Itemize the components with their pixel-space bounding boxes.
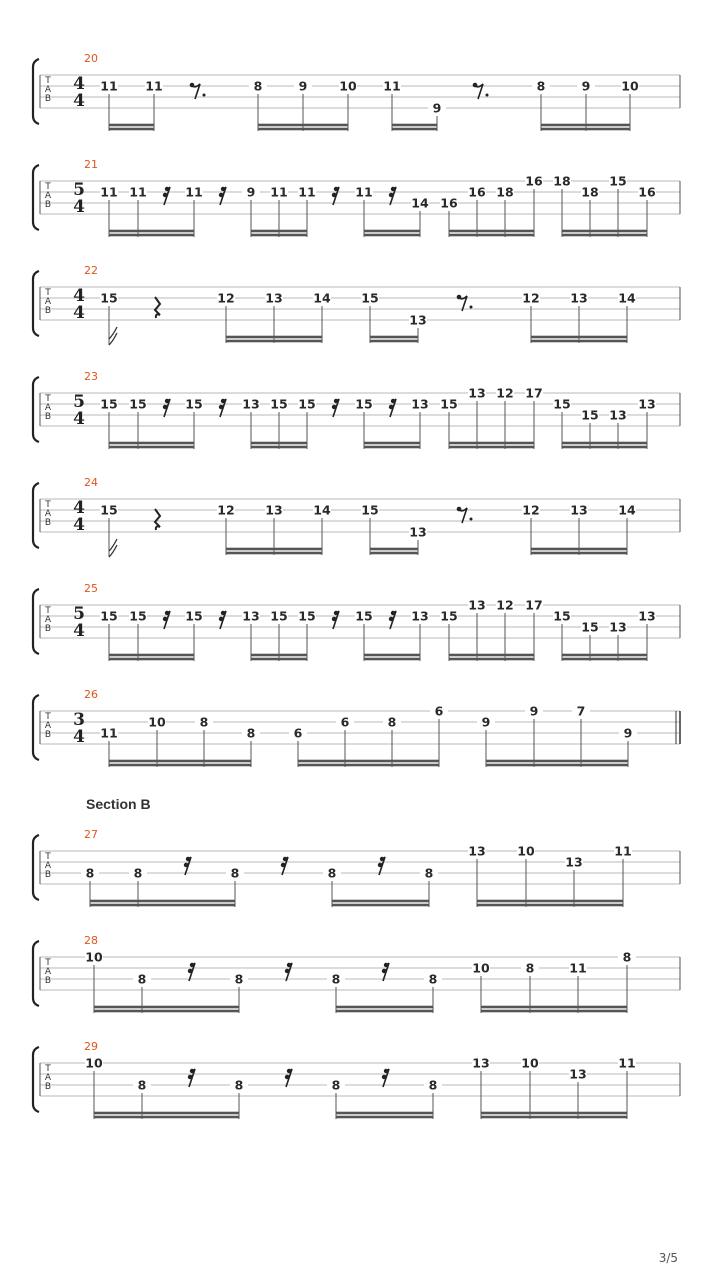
measure-number: 27 — [84, 828, 98, 841]
fret-number: 12 — [496, 597, 514, 613]
beam-secondary — [336, 1116, 433, 1119]
beam-primary — [226, 336, 322, 339]
beam-primary — [481, 1006, 627, 1009]
beam-secondary — [251, 234, 307, 237]
fret-number: 8 — [327, 865, 337, 881]
rest-dot — [473, 83, 478, 88]
beam-secondary — [541, 128, 630, 131]
fret-number: 8 — [536, 78, 546, 94]
tab-clef-letter: A — [44, 967, 52, 977]
fret-number: 15 — [270, 608, 288, 624]
time-signature-top: 5 — [73, 392, 85, 412]
beam-secondary — [364, 658, 420, 661]
beam-secondary — [481, 1116, 627, 1119]
system-bracket — [33, 835, 39, 900]
fret-number: 13 — [411, 396, 429, 412]
fret-number: 8 — [137, 1077, 147, 1093]
fret-number: 15 — [129, 396, 147, 412]
fret-number: 15 — [361, 290, 379, 306]
fret-number: 12 — [217, 290, 235, 306]
fret-number: 9 — [432, 100, 442, 116]
fret-number: 15 — [298, 608, 316, 624]
fret-number: 15 — [609, 173, 627, 189]
tab-clef-letter: T — [45, 606, 51, 616]
fret-number: 6 — [434, 703, 444, 719]
fret-number: 10 — [621, 78, 639, 94]
beam-primary — [364, 654, 420, 657]
beam-secondary — [258, 128, 348, 131]
tab-clef-letter: A — [44, 403, 52, 413]
beam-primary — [541, 124, 630, 127]
fret-number: 6 — [340, 714, 350, 730]
beam-secondary — [531, 340, 627, 343]
measure-number: 25 — [84, 582, 98, 595]
tab-clef-letter: T — [45, 712, 51, 722]
system-bracket — [33, 59, 39, 124]
fret-number: 15 — [185, 608, 203, 624]
measure-number: 21 — [84, 158, 98, 171]
beam-secondary — [109, 446, 194, 449]
system-bracket — [33, 695, 39, 760]
tab-clef-letter: A — [44, 1073, 52, 1083]
time-signature-bottom: 4 — [73, 91, 85, 111]
fret-number: 8 — [133, 865, 143, 881]
time-signature-bottom: 4 — [73, 727, 85, 747]
fret-number: 15 — [440, 608, 458, 624]
tab-clef-letter: A — [44, 509, 52, 519]
time-signature-top: 5 — [73, 180, 85, 200]
fret-number: 13 — [609, 407, 627, 423]
beam-primary — [562, 230, 647, 233]
rest-dot — [190, 83, 195, 88]
fret-number: 16 — [440, 195, 458, 211]
fret-number: 9 — [623, 725, 633, 741]
tab-clef-letter: T — [45, 958, 51, 968]
fret-number: 15 — [355, 608, 373, 624]
measure-number: 22 — [84, 264, 98, 277]
beam-primary — [531, 336, 627, 339]
beam-primary — [486, 760, 628, 763]
tab-system-20 — [33, 52, 680, 131]
fret-number: 13 — [468, 385, 486, 401]
fret-number: 13 — [468, 597, 486, 613]
measure-number: 29 — [84, 1040, 98, 1053]
tab-clef-letter: B — [44, 1082, 52, 1092]
fret-number: 13 — [609, 619, 627, 635]
fret-number: 10 — [339, 78, 357, 94]
fret-number: 10 — [472, 960, 490, 976]
fret-number: 15 — [581, 619, 599, 635]
tab-clef-letter: B — [44, 306, 52, 316]
fret-number: 10 — [85, 949, 103, 965]
beam-secondary — [251, 446, 307, 449]
beam-secondary — [562, 658, 647, 661]
fret-number: 8 — [137, 971, 147, 987]
fret-number: 11 — [569, 960, 587, 976]
fret-number: 8 — [525, 960, 535, 976]
fret-number: 14 — [313, 290, 331, 306]
beam-secondary — [449, 658, 534, 661]
rest-dot — [457, 507, 462, 512]
fret-number: 12 — [522, 502, 540, 518]
quarter-rest — [155, 297, 160, 318]
beam-secondary — [90, 904, 235, 907]
beam-primary — [531, 548, 627, 551]
fret-number: 11 — [129, 184, 147, 200]
fret-number: 13 — [569, 1066, 587, 1082]
time-signature-top: 5 — [73, 604, 85, 624]
beam-primary — [392, 124, 437, 127]
time-signature-bottom: 4 — [73, 515, 85, 535]
fret-number: 11 — [614, 843, 632, 859]
tab-clef-letter: B — [44, 730, 52, 740]
beam-primary — [364, 442, 420, 445]
fret-number: 16 — [525, 173, 543, 189]
tab-clef-letter: T — [45, 288, 51, 298]
measure-number: 24 — [84, 476, 98, 489]
fret-number: 8 — [246, 725, 256, 741]
beam-secondary — [94, 1010, 239, 1013]
tab-clef-letter: A — [44, 615, 52, 625]
fret-number: 14 — [618, 290, 636, 306]
section-label: Section B — [86, 796, 151, 812]
beam-secondary — [251, 658, 307, 661]
time-signature-bottom: 4 — [73, 409, 85, 429]
beam-primary — [251, 654, 307, 657]
beam-secondary — [562, 234, 647, 237]
tab-clef-letter: B — [44, 94, 52, 104]
rest-augment-dot — [470, 306, 473, 309]
beam-secondary — [449, 234, 534, 237]
time-signature-top: 4 — [73, 498, 85, 518]
fret-number: 11 — [145, 78, 163, 94]
beam-primary — [109, 654, 194, 657]
fret-number: 13 — [638, 396, 656, 412]
beam-primary — [298, 760, 439, 763]
fret-number: 11 — [100, 78, 118, 94]
beam-secondary — [477, 904, 623, 907]
beam-secondary — [298, 764, 439, 767]
tab-clef-letter: T — [45, 852, 51, 862]
tab-system-26 — [33, 688, 680, 767]
fret-number: 6 — [293, 725, 303, 741]
beam-secondary — [481, 1010, 627, 1013]
tab-clef-letter: B — [44, 870, 52, 880]
fret-number: 15 — [553, 396, 571, 412]
tab-clef-letter: B — [44, 200, 52, 210]
tab-clef-letter: A — [44, 85, 52, 95]
fret-number: 15 — [100, 396, 118, 412]
fret-number: 15 — [270, 396, 288, 412]
rest-augment-dot — [486, 94, 489, 97]
beam-secondary — [364, 446, 420, 449]
beam-primary — [251, 442, 307, 445]
fret-number: 13 — [409, 524, 427, 540]
fret-number: 15 — [185, 396, 203, 412]
fret-number: 11 — [618, 1055, 636, 1071]
rest-dot — [457, 295, 462, 300]
fret-number: 17 — [525, 385, 543, 401]
fret-number: 13 — [265, 290, 283, 306]
beam-secondary — [109, 658, 194, 661]
fret-number: 16 — [468, 184, 486, 200]
fret-number: 13 — [565, 854, 583, 870]
beam-primary — [226, 548, 322, 551]
fret-number: 8 — [253, 78, 263, 94]
beam-primary — [258, 124, 348, 127]
fret-number: 8 — [424, 865, 434, 881]
tab-clef-letter: A — [44, 297, 52, 307]
fret-number: 8 — [331, 971, 341, 987]
system-bracket — [33, 165, 39, 230]
beam-primary — [251, 230, 307, 233]
system-bracket — [33, 377, 39, 442]
beam-primary — [109, 230, 194, 233]
tab-system-24 — [33, 476, 680, 557]
beam-secondary — [226, 340, 322, 343]
fret-number: 13 — [411, 608, 429, 624]
fret-number: 11 — [355, 184, 373, 200]
fret-number: 9 — [581, 78, 591, 94]
beam-secondary — [94, 1116, 239, 1119]
beam-secondary — [109, 128, 154, 131]
fret-number: 14 — [411, 195, 429, 211]
fret-number: 8 — [230, 865, 240, 881]
time-signature-bottom: 4 — [73, 621, 85, 641]
rest-augment-dot — [470, 518, 473, 521]
beam-primary — [332, 900, 429, 903]
fret-number: 14 — [618, 502, 636, 518]
fret-number: 15 — [100, 608, 118, 624]
tab-system-25 — [33, 582, 680, 661]
fret-number: 15 — [440, 396, 458, 412]
fret-number: 11 — [298, 184, 316, 200]
beam-primary — [94, 1006, 239, 1009]
beam-primary — [336, 1112, 433, 1115]
fret-number: 13 — [242, 396, 260, 412]
beam-primary — [94, 1112, 239, 1115]
tab-clef-letter: B — [44, 976, 52, 986]
measure-number: 26 — [84, 688, 98, 701]
tab-clef-letter: B — [44, 624, 52, 634]
fret-number: 7 — [576, 703, 586, 719]
fret-number: 10 — [517, 843, 535, 859]
time-signature-top: 4 — [73, 74, 85, 94]
tab-clef-letter: T — [45, 76, 51, 86]
fret-number: 13 — [638, 608, 656, 624]
fret-number: 8 — [234, 1077, 244, 1093]
time-signature-top: 3 — [73, 710, 85, 730]
fret-number: 12 — [496, 385, 514, 401]
beam-primary — [109, 442, 194, 445]
fret-number: 11 — [270, 184, 288, 200]
fret-number: 12 — [522, 290, 540, 306]
time-signature-bottom: 4 — [73, 303, 85, 323]
fret-number: 8 — [428, 971, 438, 987]
fret-number: 11 — [100, 725, 118, 741]
note-flag — [109, 327, 117, 345]
fret-number: 13 — [242, 608, 260, 624]
fret-number: 9 — [246, 184, 256, 200]
measure-number: 28 — [84, 934, 98, 947]
fret-number: 15 — [553, 608, 571, 624]
fret-number: 15 — [298, 396, 316, 412]
fret-number: 18 — [553, 173, 571, 189]
fret-number: 14 — [313, 502, 331, 518]
fret-number: 10 — [85, 1055, 103, 1071]
tab-clef-letter: A — [44, 191, 52, 201]
fret-number: 8 — [331, 1077, 341, 1093]
beam-secondary — [370, 552, 418, 555]
fret-number: 10 — [521, 1055, 539, 1071]
system-bracket — [33, 1047, 39, 1112]
beam-primary — [364, 230, 420, 233]
tab-system-22 — [33, 264, 680, 345]
fret-number: 10 — [148, 714, 166, 730]
tab-clef-letter: A — [44, 721, 52, 731]
beam-primary — [90, 900, 235, 903]
fret-number: 8 — [428, 1077, 438, 1093]
beam-secondary — [364, 234, 420, 237]
beam-primary — [109, 760, 251, 763]
tab-clef-letter: T — [45, 500, 51, 510]
tab-clef-letter: T — [45, 1064, 51, 1074]
beam-primary — [562, 442, 647, 445]
beam-secondary — [370, 340, 418, 343]
fret-number: 13 — [570, 290, 588, 306]
tab-system-28 — [33, 934, 680, 1013]
fret-number: 8 — [85, 865, 95, 881]
fret-number: 18 — [496, 184, 514, 200]
fret-number: 15 — [355, 396, 373, 412]
time-signature-top: 4 — [73, 286, 85, 306]
fret-number: 16 — [638, 184, 656, 200]
beam-secondary — [562, 446, 647, 449]
quarter-rest — [155, 509, 160, 530]
beam-secondary — [531, 552, 627, 555]
tab-clef-letter: T — [45, 182, 51, 192]
tab-clef-letter: B — [44, 518, 52, 528]
fret-number: 12 — [217, 502, 235, 518]
tab-clef-letter: T — [45, 394, 51, 404]
note-flag — [109, 539, 117, 557]
beam-secondary — [226, 552, 322, 555]
fret-number: 17 — [525, 597, 543, 613]
fret-number: 8 — [387, 714, 397, 730]
fret-number: 15 — [100, 290, 118, 306]
beam-secondary — [449, 446, 534, 449]
fret-number: 11 — [383, 78, 401, 94]
beam-primary — [109, 124, 154, 127]
fret-number: 9 — [529, 703, 539, 719]
measure-number: 20 — [84, 52, 98, 65]
beam-secondary — [392, 128, 437, 131]
tab-clef-letter: B — [44, 412, 52, 422]
beam-primary — [449, 442, 534, 445]
tab-system-23 — [33, 370, 680, 449]
beam-secondary — [336, 1010, 433, 1013]
beam-primary — [562, 654, 647, 657]
beam-primary — [477, 900, 623, 903]
beam-primary — [370, 336, 418, 339]
tab-system-21 — [33, 158, 680, 237]
time-signature-bottom: 4 — [73, 197, 85, 217]
fret-number: 13 — [265, 502, 283, 518]
fret-number: 9 — [481, 714, 491, 730]
fret-number: 15 — [581, 407, 599, 423]
beam-primary — [336, 1006, 433, 1009]
fret-number: 15 — [361, 502, 379, 518]
fret-number: 13 — [570, 502, 588, 518]
fret-number: 8 — [622, 949, 632, 965]
fret-number: 15 — [129, 608, 147, 624]
page-number: 3/5 — [658, 1251, 678, 1265]
fret-number: 13 — [409, 312, 427, 328]
fret-number: 15 — [100, 502, 118, 518]
fret-number: 13 — [472, 1055, 490, 1071]
system-bracket — [33, 941, 39, 1006]
system-bracket — [33, 483, 39, 548]
system-bracket — [33, 271, 39, 336]
fret-number: 8 — [234, 971, 244, 987]
beam-primary — [481, 1112, 627, 1115]
system-bracket — [33, 589, 39, 654]
tab-clef-letter: A — [44, 861, 52, 871]
fret-number: 9 — [298, 78, 308, 94]
beam-primary — [449, 654, 534, 657]
fret-number: 11 — [185, 184, 203, 200]
tab-system-29 — [33, 1040, 680, 1119]
beam-primary — [449, 230, 534, 233]
beam-secondary — [332, 904, 429, 907]
rest-augment-dot — [203, 94, 206, 97]
beam-secondary — [109, 764, 251, 767]
beam-primary — [370, 548, 418, 551]
fret-number: 8 — [199, 714, 209, 730]
fret-number: 18 — [581, 184, 599, 200]
measure-number: 23 — [84, 370, 98, 383]
fret-number: 11 — [100, 184, 118, 200]
tab-system-27 — [33, 828, 680, 907]
beam-secondary — [109, 234, 194, 237]
fret-number: 13 — [468, 843, 486, 859]
beam-secondary — [486, 764, 628, 767]
